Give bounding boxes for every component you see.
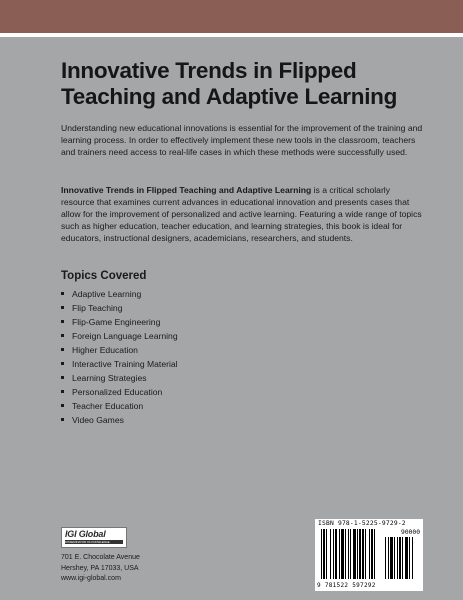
list-item — [61, 385, 178, 399]
list-item — [61, 399, 178, 413]
book-title: Innovative Trends in Flipped Teaching and Adaptive Learning — [61, 58, 398, 109]
barcode-bar — [330, 529, 331, 579]
barcode-addon-bar — [397, 537, 398, 579]
barcode-addon-bar — [390, 537, 393, 579]
isbn-barcode — [315, 519, 423, 591]
topic-label: Video Games — [72, 415, 124, 425]
topic-label: Adaptive Learning — [72, 289, 142, 299]
list-item — [61, 371, 178, 385]
barcode-addon-bar — [412, 537, 413, 579]
barcode-bar — [371, 529, 373, 579]
bullet-icon — [61, 334, 64, 337]
price-code: 90000 — [401, 529, 420, 536]
barcode-bar — [326, 529, 327, 579]
barcode-bar — [333, 529, 334, 579]
description-text: is a critical scholarly resource that examines current advances in educational innovation and presents cases that allow for the improvement of personalized and active learning. Featuring a wide range of topics such as higher education, teacher education, and learning strategies, this book is ideal for educators, instructional designers, academicians, researchers, and students. — [61, 185, 422, 244]
isbn-number: ISBN 978-1-5225-9729-2 — [318, 520, 406, 527]
barcode-bar — [335, 529, 337, 579]
barcode-bar — [357, 529, 358, 579]
list-item — [61, 329, 178, 343]
description-paragraph — [61, 184, 423, 244]
barcode-bar — [353, 529, 356, 579]
barcode-bar — [374, 529, 375, 579]
topic-label: Teacher Education — [72, 401, 144, 411]
bullet-icon — [61, 362, 64, 365]
publisher-logo-tagline: DISSEMINATOR OF KNOWLEDGE — [65, 540, 110, 544]
address-city: Hershey, PA 17033, USA — [61, 564, 139, 572]
barcode-bars — [315, 529, 423, 583]
publisher-logo — [61, 527, 127, 548]
barcode-bar — [348, 529, 349, 579]
bullet-icon — [61, 418, 64, 421]
barcode-bar — [341, 529, 344, 579]
list-item — [61, 343, 178, 357]
list-item — [61, 315, 178, 329]
barcode-bar — [365, 529, 366, 579]
barcode-bar — [359, 529, 361, 579]
list-item — [61, 357, 178, 371]
list-item — [61, 413, 178, 427]
publisher-website: www.igi-global.com — [61, 575, 121, 582]
barcode-bar — [339, 529, 340, 579]
list-item — [61, 301, 178, 315]
barcode-addon-bar — [388, 537, 389, 579]
topic-label: Foreign Language Learning — [72, 331, 178, 341]
topics-heading: Topics Covered — [61, 270, 147, 282]
barcode-bar — [362, 529, 364, 579]
bullet-icon — [61, 320, 64, 323]
publisher-logo-tagline-bar — [65, 540, 123, 544]
barcode-bar — [345, 529, 346, 579]
topics-list — [61, 287, 178, 427]
barcode-bar — [369, 529, 370, 579]
topic-label: Personalized Education — [72, 387, 163, 397]
address-street: 701 E. Chocolate Avenue — [61, 554, 140, 561]
header-color-band — [0, 0, 463, 33]
barcode-digits: 9 781522 597292 — [317, 582, 376, 589]
topic-label: Flip-Game Engineering — [72, 317, 161, 327]
header-divider-line — [0, 33, 463, 37]
barcode-addon-bar — [399, 537, 401, 579]
publisher-address — [61, 553, 140, 585]
barcode-addon-bar — [405, 537, 408, 579]
barcode-bar — [321, 529, 322, 579]
bullet-icon — [61, 390, 64, 393]
bullet-icon — [61, 348, 64, 351]
topic-label: Flip Teaching — [72, 303, 123, 313]
barcode-addon-bar — [402, 537, 403, 579]
topic-label: Higher Education — [72, 345, 138, 355]
publisher-logo-text: IGI Global — [65, 529, 106, 539]
bullet-icon — [61, 404, 64, 407]
barcode-addon-bar — [409, 537, 410, 579]
bullet-icon — [61, 376, 64, 379]
description-book-title: Innovative Trends in Flipped Teaching and Adaptive Learning — [61, 185, 312, 195]
barcode-addon-bar — [394, 537, 395, 579]
bullet-icon — [61, 306, 64, 309]
topic-label: Learning Strategies — [72, 373, 147, 383]
intro-paragraph: Understanding new educational innovations is essential for the improvement of the training and learning process. In order to effectively implement these new tools in the classroom, teachers and trainers need access to real-life cases in which these methods were successfully used. — [61, 123, 423, 158]
barcode-bar — [323, 529, 325, 579]
topic-label: Interactive Training Material — [72, 359, 178, 369]
barcode-bar — [350, 529, 351, 579]
list-item — [61, 287, 178, 301]
bullet-icon — [61, 292, 64, 295]
barcode-addon-bar — [385, 537, 386, 579]
